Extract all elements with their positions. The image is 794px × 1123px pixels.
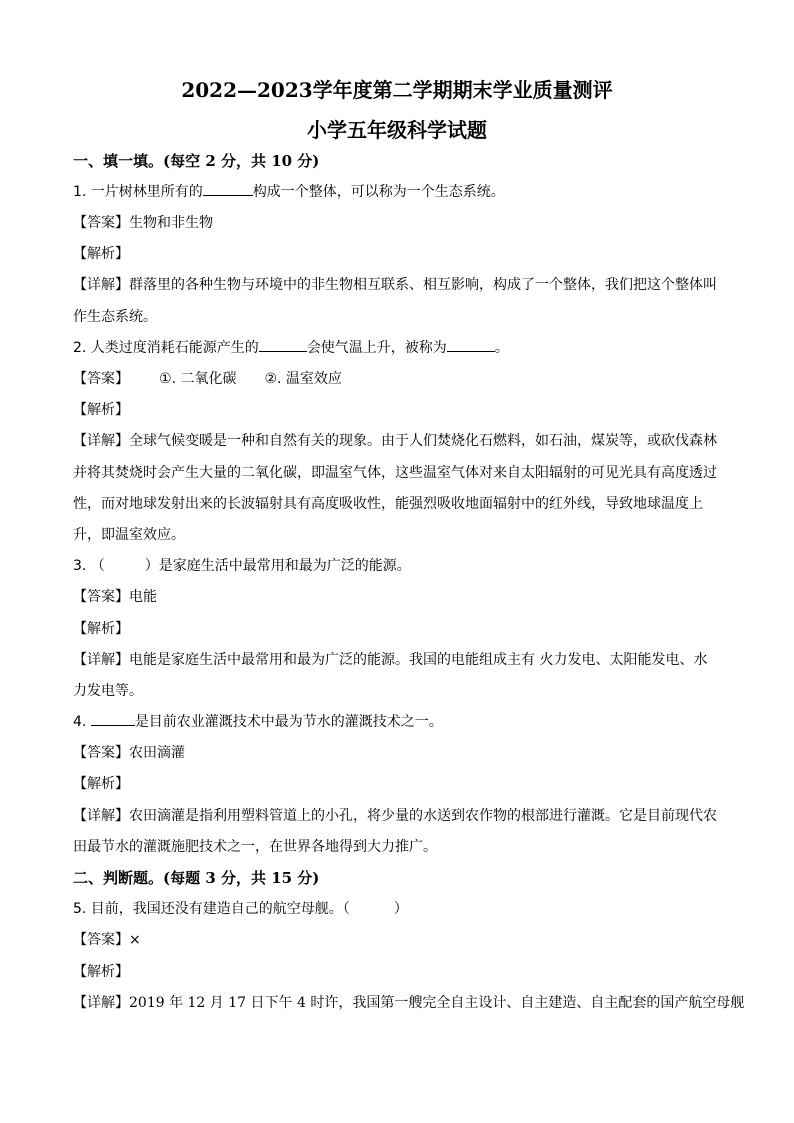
document-subtitle: 小学五年级科学试题 <box>307 118 487 142</box>
detail-2-line1 <box>73 430 717 452</box>
detail-2-line3: 性，而对地球发射出来的长波辐射具有高度吸收性，能强烈吸收地面辐射中的红外线，导致地球温度上 <box>73 496 703 512</box>
question-5-text: 5. 目前，我国还没有建造自己的航空母舰。（ <box>73 901 350 917</box>
question-2 <box>73 337 509 359</box>
detail-tag: 【详解】 <box>73 652 129 668</box>
detail-tag: 【详解】 <box>73 277 129 293</box>
answer-2-part2: . 温室效应 <box>277 371 342 387</box>
question-2-suffix: 。 <box>494 340 509 356</box>
detail-5-line1 <box>73 992 744 1014</box>
question-2-prefix: 2. 人类过度消耗石能源产生的 <box>73 340 259 356</box>
detail-4-line1 <box>73 805 717 827</box>
answer-tag: 【答案】 <box>73 932 129 948</box>
question-1 <box>73 181 505 203</box>
detail-2-text: 全球气候变暖是一种和自然有关的现象。由于人们焚烧化石燃料，如石油，煤炭等，或砍伐森林 <box>129 433 717 449</box>
detail-tag: 【详解】 <box>73 433 129 449</box>
question-1-suffix: 构成一个整体，可以称为一个生态系统。 <box>252 184 505 200</box>
section1-heading: 一、填一填。(每空 2 分，共 10 分) <box>73 152 320 170</box>
answer-5-text: × <box>129 932 141 948</box>
detail-3-text: 电能是家庭生活中最常用和最为广泛的能源。我国的电能组成主有 火力发电、太阳能发电、水 <box>129 652 708 668</box>
question-3-prefix: 3. （ <box>73 558 105 574</box>
analysis-3: 【解析】 <box>73 621 129 637</box>
detail-2-line4: 升，即温室效应。 <box>73 527 185 543</box>
answer-4 <box>73 742 185 764</box>
answer-tag: 【答案】 <box>73 371 129 387</box>
fill-blank <box>447 337 495 352</box>
detail-2-line2: 并将其焚烧时会产生大量的二氧化碳，即温室气体，这些温室气体对来自太阳辐射的可见光具有高度透过 <box>73 465 717 481</box>
analysis-5: 【解析】 <box>73 964 129 980</box>
analysis-4: 【解析】 <box>73 776 129 792</box>
detail-1-line1 <box>73 274 717 296</box>
question-4 <box>73 711 443 733</box>
answer-marker-2: ② <box>264 371 278 387</box>
answer-3-text: 电能 <box>129 589 157 605</box>
answer-tag: 【答案】 <box>73 215 129 231</box>
detail-tag: 【详解】 <box>73 995 129 1011</box>
question-5 <box>73 898 408 920</box>
fill-blank <box>259 337 307 352</box>
detail-1-text: 群落里的各种生物与环境中的非生物相互联系、相互影响，构成了一个整体，我们把这个整体叫 <box>129 277 717 293</box>
question-2-middle: 会使气温上升，被称为 <box>306 340 447 356</box>
detail-1-line2: 作生态系统。 <box>73 309 157 325</box>
answer-5 <box>73 929 141 951</box>
question-4-suffix: 是目前农业灌溉技术中最为节水的灌溉技术之一。 <box>134 714 443 730</box>
answer-tag: 【答案】 <box>73 745 129 761</box>
detail-4-text: 农田滴灌是指利用塑料管道上的小孔，将少量的水送到农作物的根部进行灌溉。它是目前现代农 <box>129 808 717 824</box>
answer-3 <box>73 586 157 608</box>
question-5-suffix: ） <box>393 901 408 917</box>
detail-4-line2: 田最节水的灌溉施肥技术之一，在世界各地得到大力推广。 <box>73 839 437 855</box>
section2-heading: 二、判断题。(每题 3 分，共 15 分) <box>73 869 320 887</box>
answer-2-part1: . 二氧化碳 <box>171 371 237 387</box>
fill-blank <box>203 181 253 196</box>
analysis-2: 【解析】 <box>73 402 129 418</box>
answer-2 <box>73 368 342 390</box>
question-4-prefix: 4. <box>73 714 91 730</box>
document-title: 2022—2023学年度第二学期期末学业质量测评 <box>181 78 613 102</box>
answer-1-text: 生物和非生物 <box>129 215 213 231</box>
question-1-prefix: 1. 一片树林里所有的 <box>73 184 203 200</box>
question-3-suffix: ）是家庭生活中最常用和最为广泛的能源。 <box>144 558 411 574</box>
fill-blank <box>91 711 135 726</box>
answer-marker-1: ① <box>159 371 172 387</box>
detail-tag: 【详解】 <box>73 808 129 824</box>
detail-5-text: 2019 年 12 月 17 日下午 4 时许，我国第一艘完全自主设计、自主建造、自主配套的国产航空母舰 <box>129 995 745 1011</box>
answer-1 <box>73 212 213 234</box>
analysis-1: 【解析】 <box>73 246 129 262</box>
detail-3-line2: 力发电等。 <box>73 683 143 699</box>
detail-3-line1 <box>73 649 707 671</box>
answer-4-text: 农田滴灌 <box>129 745 185 761</box>
answer-tag: 【答案】 <box>73 589 129 605</box>
question-3 <box>73 555 411 577</box>
